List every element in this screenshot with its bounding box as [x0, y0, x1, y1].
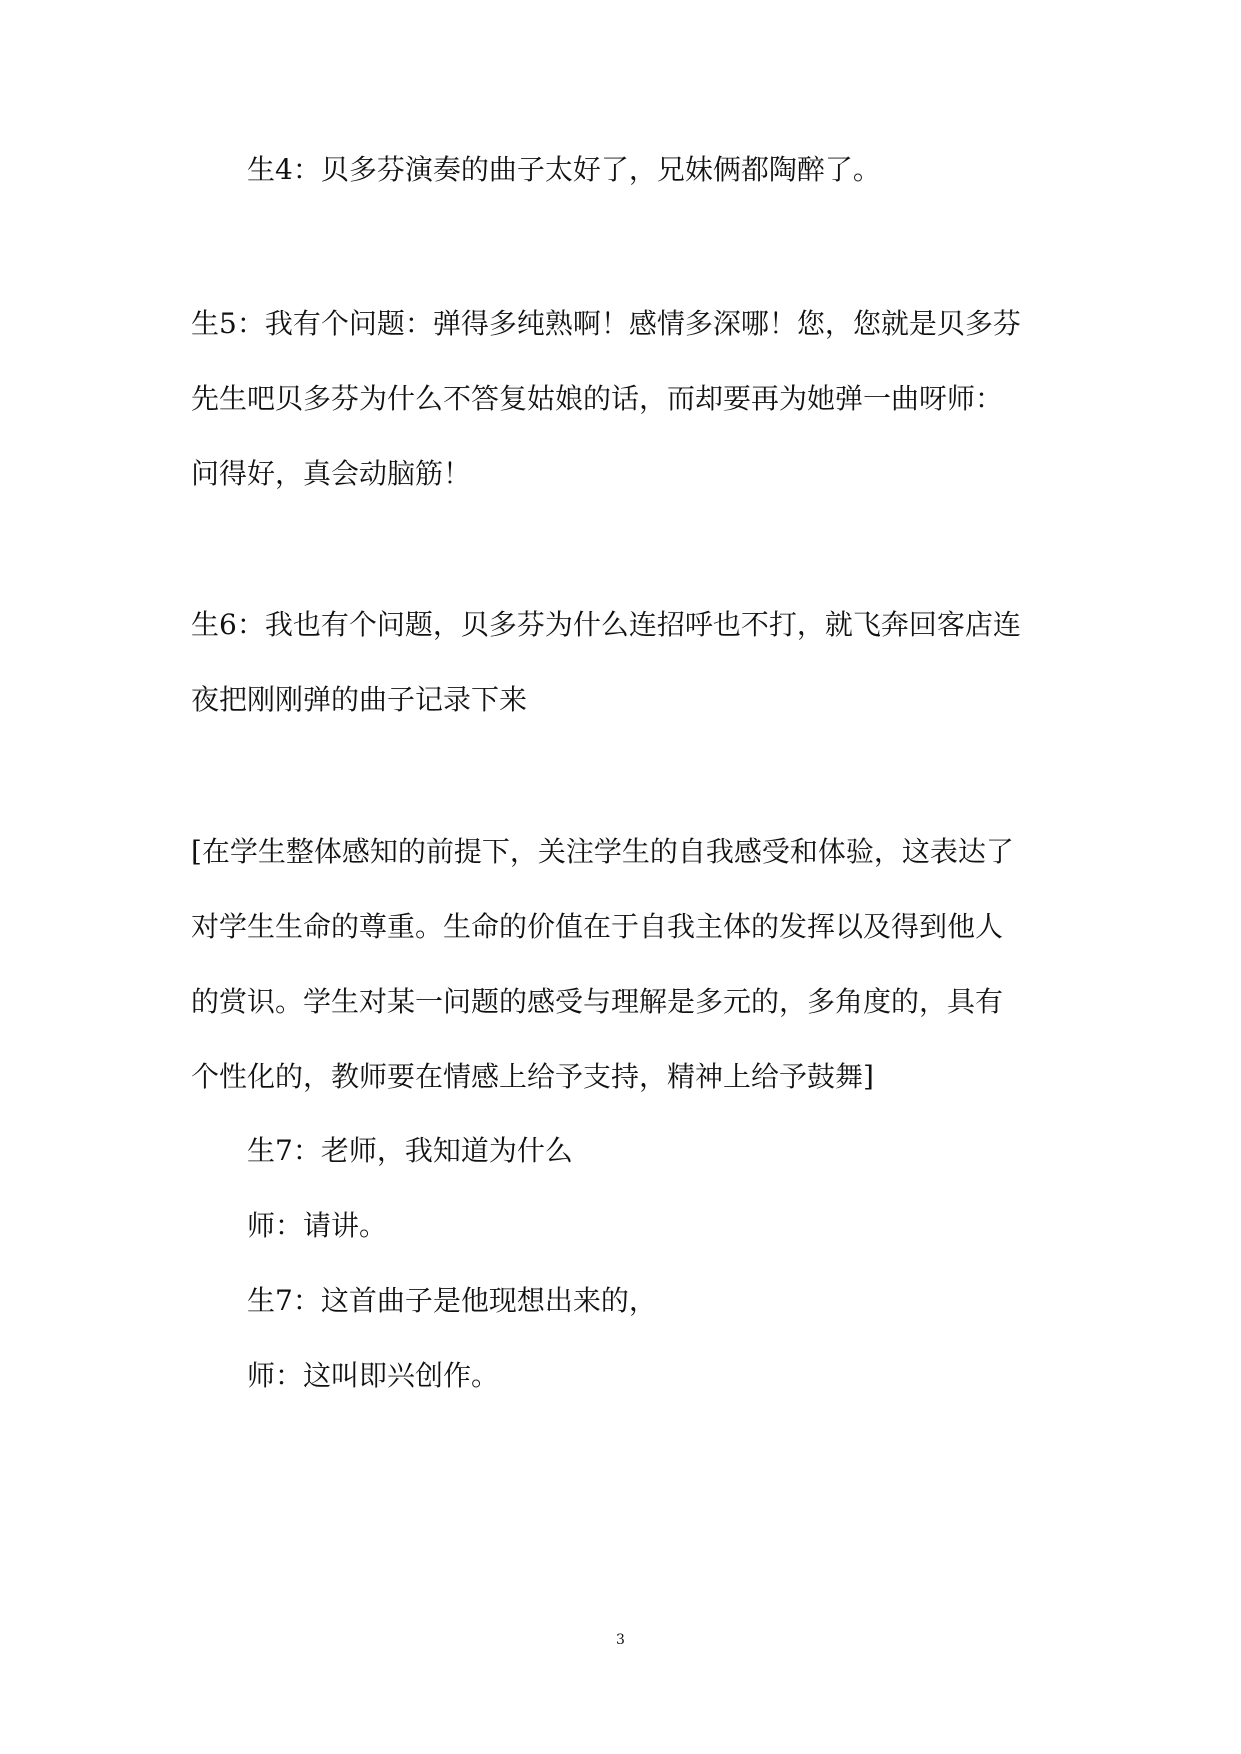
dialogue-line-student5-2: 先生吧贝多芬为什么不答复姑娘的话，而却要再为她弹一曲呀师： [191, 382, 1004, 415]
commentary-line-4: 个性化的，教师要在情感上给予支持，精神上给予鼓舞] [191, 1060, 874, 1093]
dialogue-line-student5-1: 生5：我有个问题：弹得多纯熟啊！感情多深哪！您，您就是贝多芬 [191, 307, 1021, 340]
dialogue-line-student6-1: 生6：我也有个问题，贝多芬为什么连招呼也不打，就飞奔回客店连 [191, 608, 1021, 641]
commentary-line-3: 的赏识。学生对某一问题的感受与理解是多元的，多角度的，具有 [191, 985, 1004, 1018]
dialogue-line-student7-b: 生7：这首曲子是他现想出来的， [247, 1284, 657, 1317]
dialogue-line-teacher-a: 师：请讲。 [247, 1209, 388, 1242]
dialogue-line-teacher-b: 师：这叫即兴创作。 [247, 1359, 500, 1392]
dialogue-line-student4: 生4：贝多芬演奏的曲子太好了，兄妹俩都陶醉了。 [247, 153, 881, 186]
commentary-line-1: [在学生整体感知的前提下，关注学生的自我感受和体验，这表达了 [191, 835, 1014, 868]
page-number: 3 [616, 1632, 625, 1648]
dialogue-line-student6-2: 夜把刚刚弹的曲子记录下来 [191, 683, 528, 716]
dialogue-line-student5-3: 问得好，真会动脑筋！ [191, 457, 472, 490]
commentary-line-2: 对学生生命的尊重。生命的价值在于自我主体的发挥以及得到他人 [191, 910, 1004, 943]
dialogue-line-student7-a: 生7：老师，我知道为什么 [247, 1134, 573, 1167]
